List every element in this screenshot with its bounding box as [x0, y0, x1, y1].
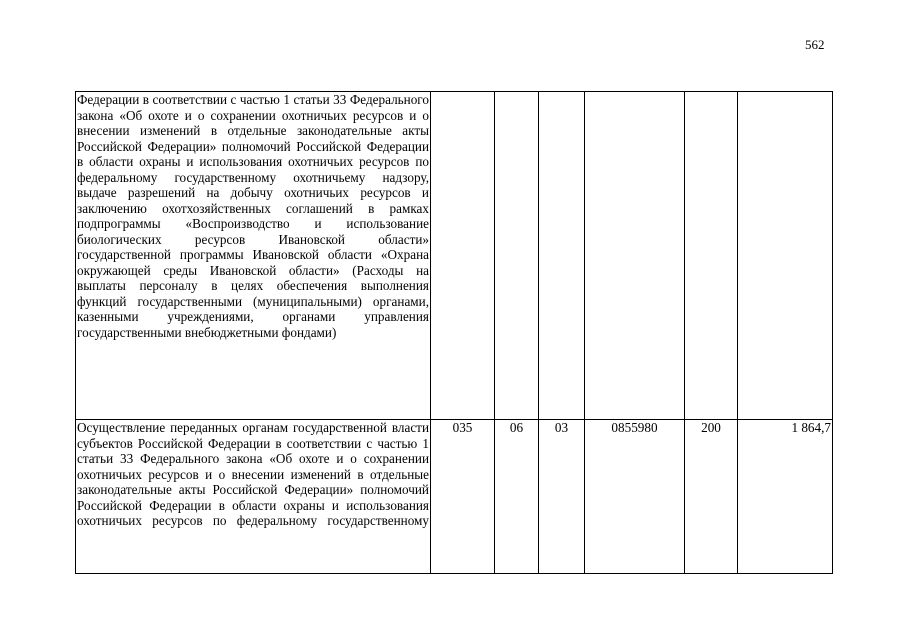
table-row: [76, 420, 833, 574]
ministry-code-cell: [431, 92, 495, 420]
table-row: [76, 92, 833, 420]
row-description: Осуществление переданных органам государственной власти субъектов Российской Федерации в соответствии с частью 1 статьи 33 Федерального закона «Об охоте и о сохранении охотничьих ресурсов и о внесении изменений в отдельные законодательные акты Российской Федерации» полномочий Российской Федерации в области охраны и использования охотничьих ресурсов по федеральному государственному: [76, 420, 431, 574]
expense-type-cell: 200: [685, 420, 738, 574]
section-code-cell: [495, 92, 539, 420]
target-article-cell: [585, 92, 685, 420]
budget-table: [75, 91, 833, 574]
amount-cell: [738, 92, 833, 420]
subsection-code-cell: [539, 92, 585, 420]
amount-cell: 1 864,7: [738, 420, 833, 574]
page-number: 562: [805, 37, 825, 52]
target-article-cell: 0855980: [585, 420, 685, 574]
row-description: Федерации в соответствии с частью 1 статьи 33 Федерального закона «Об охоте и о сохранении охотничьих ресурсов и о внесении изменений в отдельные законодательные акты Российской Федерации» полномочий Российской Федерации в области охраны и использования охотничьих ресурсов по федеральному государственному охотничьему надзору, выдаче разрешений на добычу охотничьих ресурсов и заключению охотхозяйственных соглашений в рамках подпрограммы «Воспроизводство и использование биологических ресурсов Ивановской области» государственной программы Ивановской области «Охрана окружающей среды Ивановской области» (Расходы на выплаты персоналу в целях обеспечения выполнения функций государственными (муниципальными) органами, казенными учреждениями, органами управления государственными внебюджетными фондами): [76, 92, 431, 420]
subsection-code-cell: 03: [539, 420, 585, 574]
expense-type-cell: [685, 92, 738, 420]
ministry-code-cell: 035: [431, 420, 495, 574]
section-code-cell: 06: [495, 420, 539, 574]
